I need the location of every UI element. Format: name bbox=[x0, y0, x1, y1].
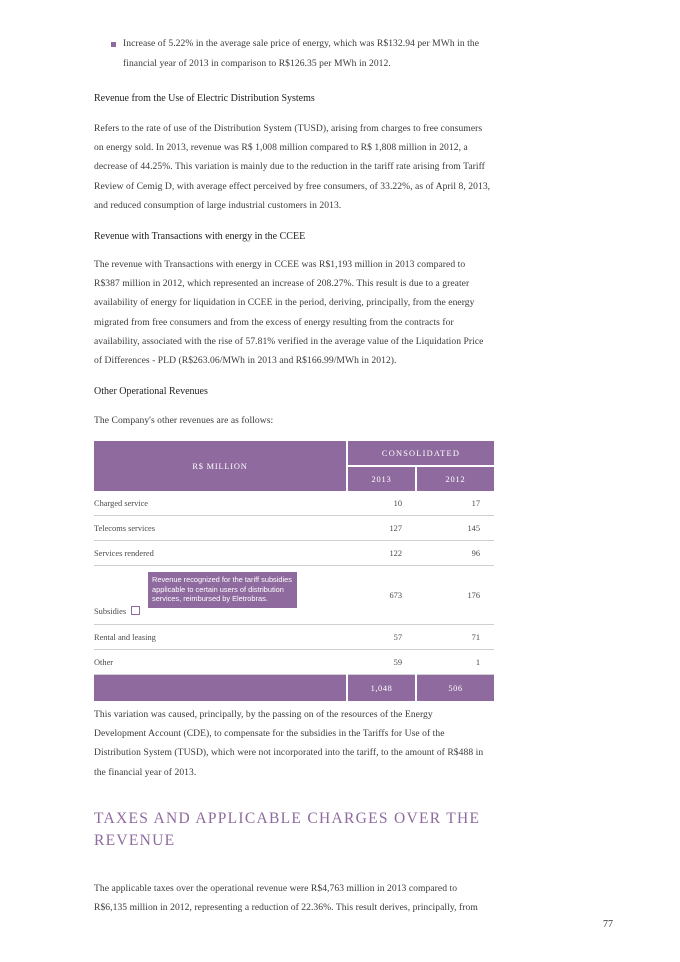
variation-line-1: This variation was caused, principally, by the passing on of the resources of the Energy bbox=[94, 709, 433, 720]
row-value-2012: 1 bbox=[416, 650, 494, 675]
info-icon[interactable] bbox=[131, 606, 140, 615]
row-label: Rental and leasing bbox=[94, 625, 347, 650]
ccee-line-1: The revenue with Transactions with energy in CCEE was R$1,193 million in 2013 compared to bbox=[94, 259, 466, 270]
row-value-2012: 176 bbox=[416, 566, 494, 625]
row-label: Subsidies bbox=[94, 607, 127, 616]
table-row bbox=[94, 516, 494, 541]
row-value-2013: 59 bbox=[347, 650, 416, 675]
bullet-paragraph bbox=[123, 34, 479, 73]
row-label: Telecoms services bbox=[94, 516, 347, 541]
total-value-2012: 506 bbox=[416, 675, 494, 702]
row-value-2013: 10 bbox=[347, 491, 416, 516]
table-row bbox=[94, 541, 494, 566]
other-heading: Other Operational Revenues bbox=[94, 386, 208, 397]
subsidies-tooltip: Revenue recognized for the tariff subsidies applicable to certain users of distribution services, reimbursed by Eletrobras. bbox=[148, 572, 297, 608]
variation-line-3: Distribution System (TUSD), which were not incorporated into the tariff, to the amount of R$488 in bbox=[94, 747, 484, 759]
table-header-row-1 bbox=[94, 441, 494, 466]
variation-paragraph bbox=[94, 705, 483, 782]
row-value-2012: 96 bbox=[416, 541, 494, 566]
total-value-2013: 1,048 bbox=[347, 675, 416, 702]
tusd-line-4: Review of Cemig D, with average effect perceived by free consumers, of 33.22%, as of April 8, 2013, bbox=[94, 180, 491, 192]
taxes-title-line-2: REVENUE bbox=[94, 832, 176, 849]
table-row bbox=[94, 491, 494, 516]
row-value-2012: 145 bbox=[416, 516, 494, 541]
ccee-paragraph bbox=[94, 255, 483, 370]
row-value-2013: 122 bbox=[347, 541, 416, 566]
ccee-line-5: availability, associated with the rise of 57.81% verified in the average value of the Liquidation Price bbox=[94, 335, 484, 347]
taxes-section-title bbox=[94, 808, 480, 852]
page-number: 77 bbox=[603, 919, 613, 930]
ccee-line-3: availability of energy for liquidation in CCEE in the period, deriving, principally, from the energy bbox=[94, 297, 475, 309]
total-label-cell bbox=[94, 675, 347, 702]
row-label: Other bbox=[94, 650, 347, 675]
variation-line-2: Development Account (CDE), to compensate for the subsidies in the Tariffs for Use of the bbox=[94, 728, 445, 740]
tusd-line-5: and reduced consumption of large industrial customers in 2013. bbox=[94, 199, 342, 211]
row-value-2012: 17 bbox=[416, 491, 494, 516]
header-group-consolidated: CONSOLIDATED bbox=[347, 441, 494, 466]
bullet-line-1: Increase of 5.22% in the average sale price of energy, which was R$132.94 per MWh in the bbox=[123, 38, 480, 49]
header-col-2013: 2013 bbox=[347, 466, 416, 491]
ccee-line-2: R$387 million in 2012, which represented an increase of 208.27%. This result is due to a greater bbox=[94, 278, 470, 290]
bullet-square-icon bbox=[111, 42, 116, 47]
ccee-heading: Revenue with Transactions with energy in the CCEE bbox=[94, 231, 306, 242]
row-value-2012: 71 bbox=[416, 625, 494, 650]
table-row bbox=[94, 650, 494, 675]
other-revenues-table bbox=[94, 441, 494, 701]
tusd-line-2: on energy sold. In 2013, revenue was R$ 1,008 million compared to R$ 1,808 million in 2012, a bbox=[94, 142, 468, 154]
taxes-line-2: R$6,135 million in 2012, representing a reduction of 22.36%. This result derives, principally, from bbox=[94, 902, 478, 914]
taxes-title-line-1: TAXES AND APPLICABLE CHARGES OVER THE bbox=[94, 810, 481, 827]
bullet-line-2: financial year of 2013 in comparison to R$126.35 per MWh in 2012. bbox=[123, 58, 391, 70]
tusd-paragraph bbox=[94, 119, 490, 215]
header-col-2012: 2012 bbox=[416, 466, 494, 491]
taxes-line-1: The applicable taxes over the operational revenue were R$4,763 million in 2013 compared to bbox=[94, 883, 458, 894]
variation-line-4: the financial year of 2013. bbox=[94, 766, 197, 778]
ccee-line-6: of Differences - PLD (R$263.06/MWh in 2013 and R$166.99/MWh in 2012). bbox=[94, 355, 397, 367]
other-intro: The Company's other revenues are as follows: bbox=[94, 415, 274, 426]
table-total-row bbox=[94, 675, 494, 702]
ccee-line-4: migrated from free consumers and from the excess of energy resulting from the contracts for bbox=[94, 316, 454, 328]
tusd-line-3: decrease of 44.25%. This variation is mainly due to the reduction in the tariff rate arising from Tariff bbox=[94, 161, 485, 173]
row-value-2013: 127 bbox=[347, 516, 416, 541]
row-value-2013: 57 bbox=[347, 625, 416, 650]
row-label: Charged service bbox=[94, 491, 347, 516]
tusd-heading: Revenue from the Use of Electric Distribution Systems bbox=[94, 93, 315, 104]
taxes-paragraph bbox=[94, 879, 478, 917]
row-label: Services rendered bbox=[94, 541, 347, 566]
table-row bbox=[94, 625, 494, 650]
row-value-2013: 673 bbox=[347, 566, 416, 625]
tusd-line-1: Refers to the rate of use of the Distribution System (TUSD), arising from charges to free consumers bbox=[94, 123, 483, 134]
header-label: R$ MILLION bbox=[94, 441, 347, 491]
